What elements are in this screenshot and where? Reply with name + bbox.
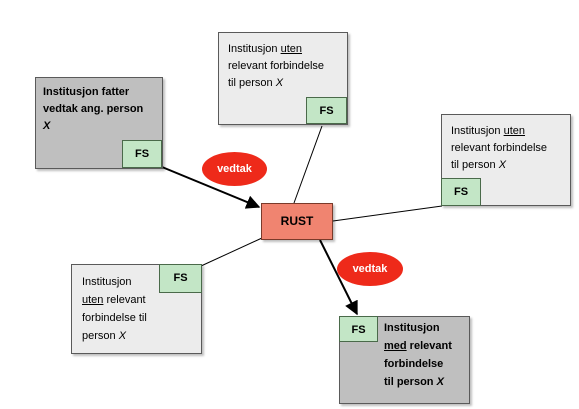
text-span: person: [82, 330, 119, 342]
text-line: Institusjon: [384, 322, 440, 334]
text-line: Institusjon fatter: [43, 86, 130, 98]
text-line: forbindelse til: [82, 312, 147, 324]
text-line: [384, 337, 452, 355]
text-span: uten: [82, 294, 104, 306]
text-line: [82, 291, 147, 309]
text-line: [228, 75, 324, 92]
text-span: X: [436, 376, 444, 388]
text-span: Institusjon: [228, 43, 281, 55]
fs-badge: FS: [441, 178, 481, 206]
text-span: relevant: [406, 340, 452, 352]
text-line: vedtak ang. person: [43, 103, 144, 115]
connector-top-center: [294, 126, 322, 203]
text-line: Institusjon: [82, 276, 132, 288]
text-line: relevant forbindelse: [451, 142, 548, 154]
text-line: [384, 373, 452, 391]
text-line: [451, 157, 547, 174]
text-span: til person: [451, 159, 499, 171]
fs-badge: FS: [339, 316, 378, 342]
text-span: relevant: [103, 294, 146, 306]
text-span: uten: [503, 125, 526, 137]
text-span: uten: [280, 43, 303, 55]
fs-badge: FS: [159, 264, 202, 293]
text-span: Institusjon: [451, 125, 504, 137]
vedtak-label-in: vedtak: [202, 152, 267, 186]
institution-no-relation-box: [218, 32, 348, 125]
text-line: forbindelse: [384, 358, 444, 370]
text-span: til person: [228, 77, 276, 89]
box-text: [43, 84, 143, 135]
box-text: [82, 273, 147, 345]
box-text: [384, 319, 452, 391]
text-span: X: [118, 330, 127, 342]
text-line: [451, 123, 547, 140]
text-span: til person: [384, 376, 437, 388]
text-span: med: [384, 340, 407, 352]
box-text: [451, 123, 547, 174]
institution-related-box: [339, 316, 470, 404]
text-line: [228, 41, 324, 58]
box-text: [228, 41, 324, 92]
institution-decision-box: [35, 77, 163, 169]
connector-right: [333, 206, 442, 221]
text-span: X: [275, 77, 284, 89]
text-line: X: [43, 120, 51, 132]
vedtak-label-out: vedtak: [337, 252, 403, 286]
fs-badge: FS: [306, 97, 347, 124]
text-line: [82, 327, 147, 345]
connector-bottom-left: [201, 238, 262, 266]
text-span: X: [498, 159, 507, 171]
text-line: relevant forbindelse: [228, 60, 325, 72]
fs-badge: FS: [122, 140, 162, 168]
institution-no-relation-box: [441, 114, 571, 206]
rust-node: RUST: [261, 203, 333, 240]
institution-no-relation-box: [71, 264, 202, 354]
